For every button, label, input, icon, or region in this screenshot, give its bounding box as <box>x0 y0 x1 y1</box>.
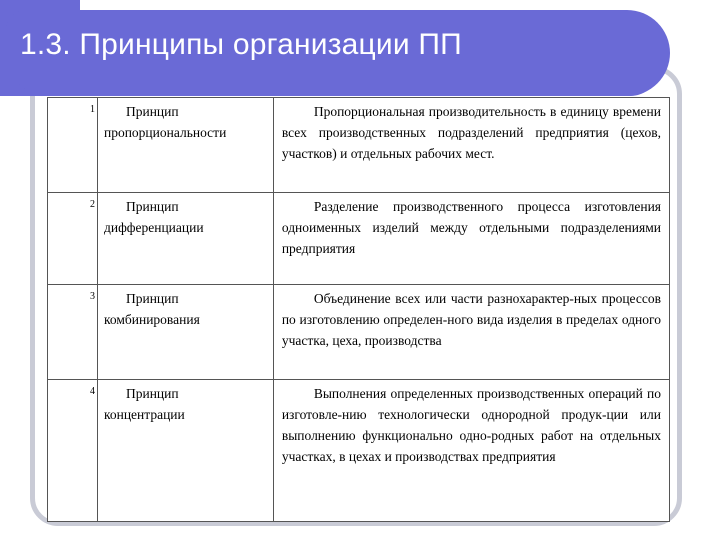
table-row <box>48 98 670 193</box>
principle-name-line1: Принцип <box>125 104 179 119</box>
principle-name-line1: Принцип <box>125 291 179 306</box>
principle-description: Разделение производственного процесса изготовления одноименных изделий между отдельными подразделениями предприятия <box>273 193 669 285</box>
principle-name-line1: Принцип <box>125 386 179 401</box>
principle-name <box>97 285 273 380</box>
table-row <box>48 380 670 522</box>
principle-name-line1: Принцип <box>125 199 179 214</box>
principle-description: Выполнения определенных производственных операций по изготовле-нию технологически однородной продук-ции или выполнению функционально одно-родных работ на отдельных участках, в цехах и производствах предприятия <box>273 380 669 522</box>
principle-name-line2: пропорциональности <box>103 125 227 140</box>
principle-description: Объединение всех или части разнохарактер-ных процессов по изготовлению определен-ного вида изделия в пределах одного участка, цеха, производства <box>273 285 669 380</box>
table-row <box>48 193 670 285</box>
row-number: 4 <box>48 380 98 522</box>
principle-name <box>97 193 273 285</box>
page-title: 1.3. Принципы организации ПП <box>20 28 462 61</box>
row-number: 1 <box>48 98 98 193</box>
principle-name <box>97 98 273 193</box>
principle-description: Пропорциональная производительность в единицу времени всех производственных подразделений предприятия (цехов, участков) и отдельных рабочих мест. <box>273 98 669 193</box>
table-row <box>48 285 670 380</box>
principle-name-line2: комбинирования <box>103 312 200 327</box>
principles-table <box>47 97 670 522</box>
principle-name <box>97 380 273 522</box>
row-number: 3 <box>48 285 98 380</box>
row-number: 2 <box>48 193 98 285</box>
principle-name-line2: концентрации <box>103 407 185 422</box>
principle-name-line2: дифференциации <box>103 220 204 235</box>
